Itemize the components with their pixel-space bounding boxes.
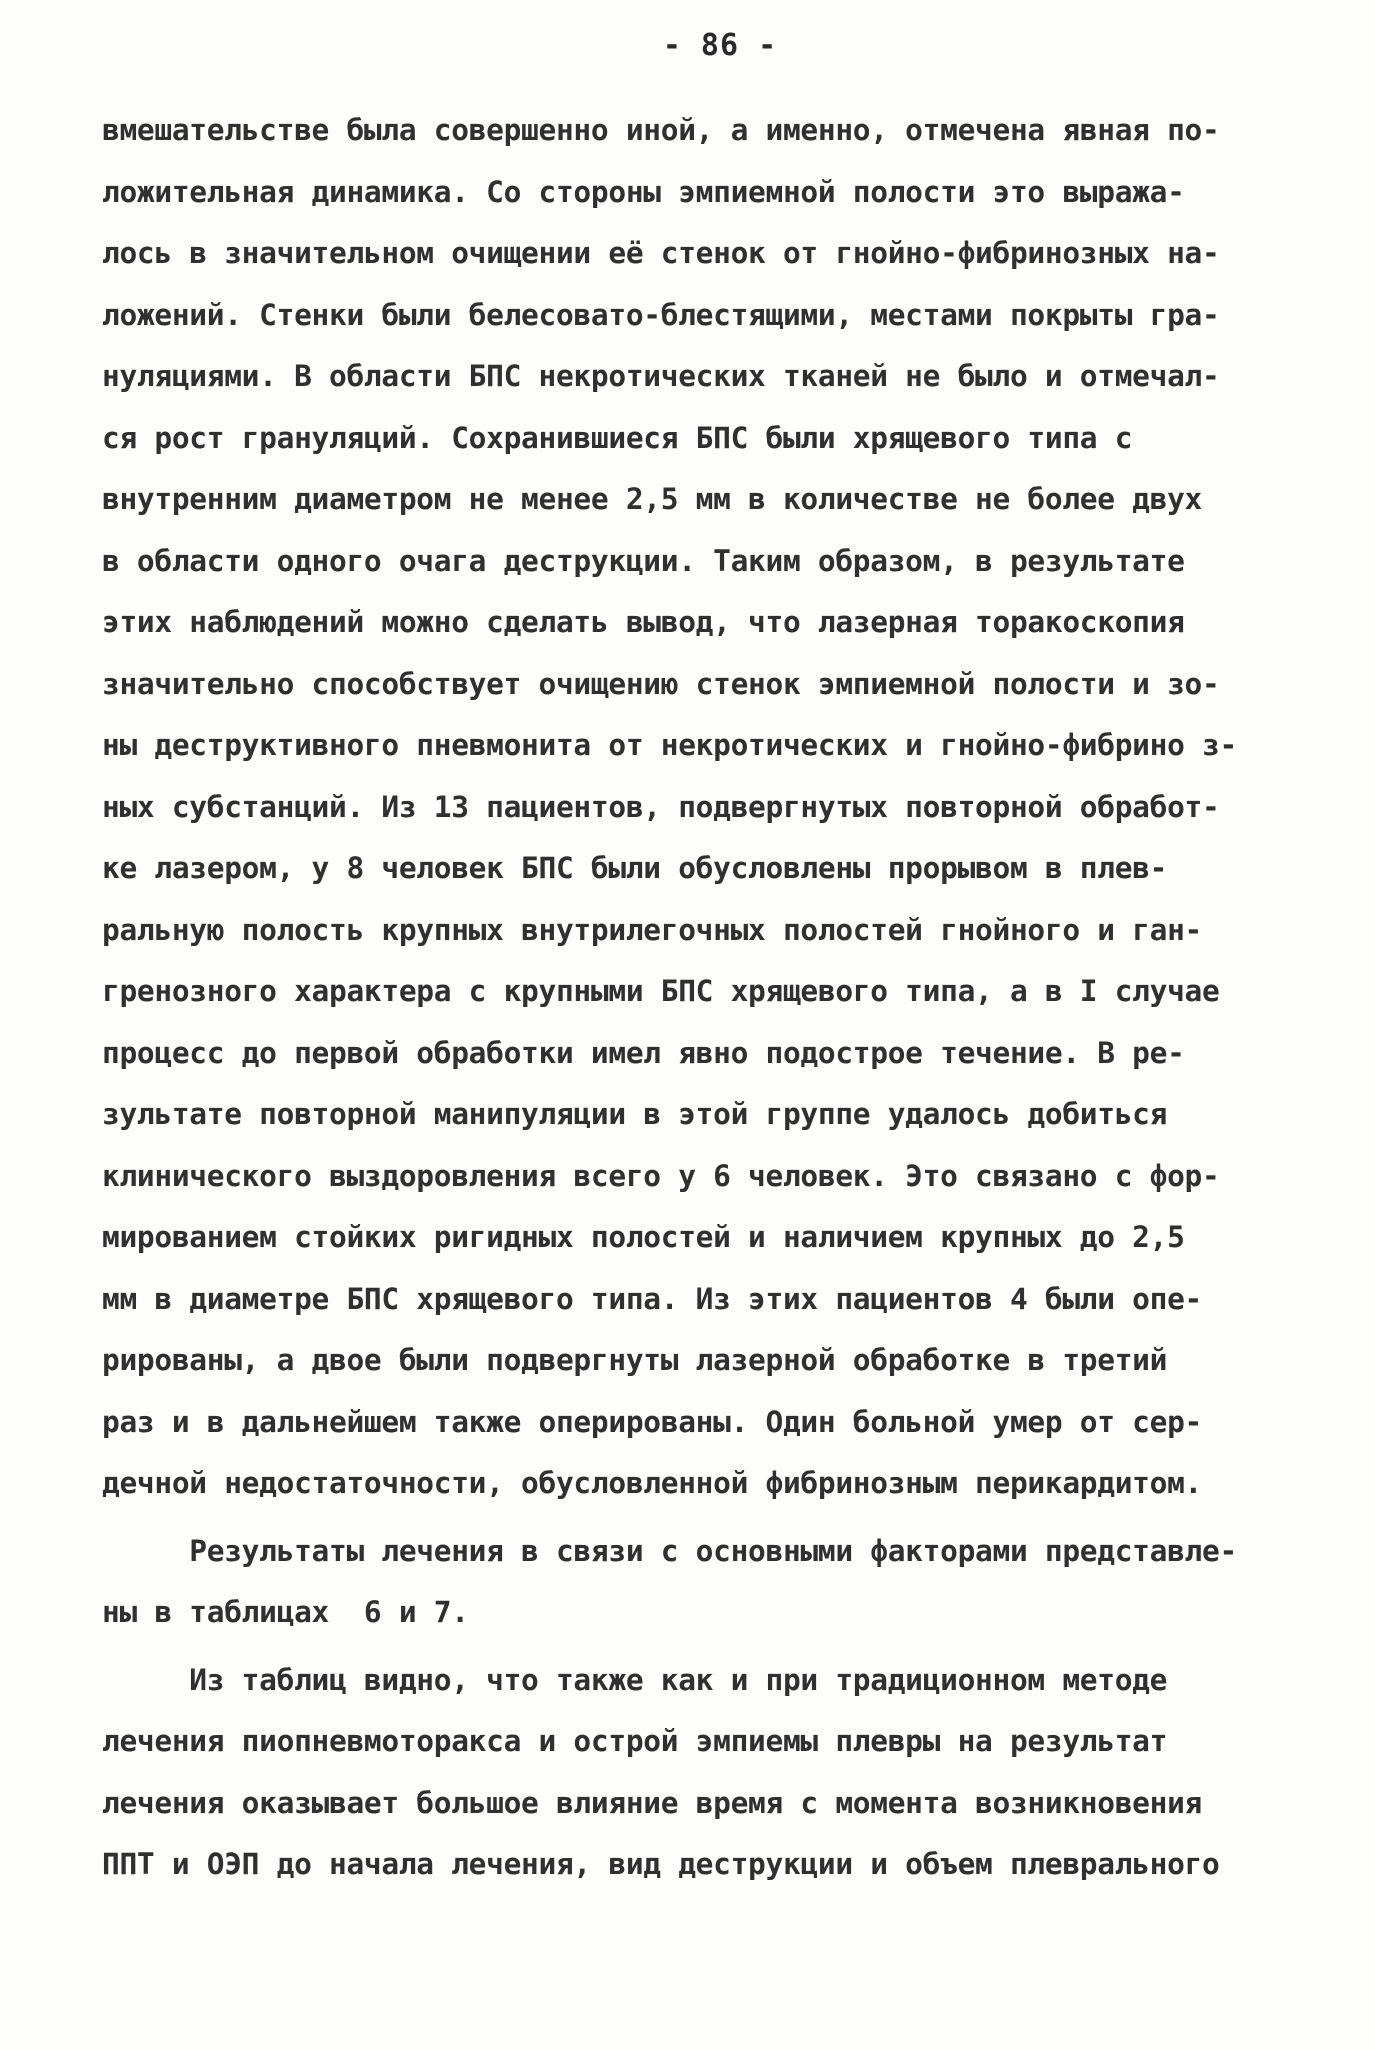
- text-line: внутренним диаметром не менее 2,5 мм в количестве не более двух: [102, 482, 1203, 516]
- text-line: мм в диаметре БПС хрящевого типа. Из этих пациентов 4 были опе-: [102, 1281, 1203, 1316]
- text-line: раз и в дальнейшем также оперированы. Один больной умер от сер-: [102, 1404, 1203, 1439]
- text-line: лось в значительном очищении её стенок от гнойно-фибринозных на-: [102, 236, 1220, 270]
- text-line: ся рост грануляций. Сохранившиеся БПС были хрящевого типа с: [102, 420, 1133, 455]
- text-line: лечения пиопневмоторакса и острой эмпиемы плевры на результат: [102, 1724, 1168, 1758]
- text-line: вмешательстве была совершенно иной, а именно, отмечена явная по-: [102, 113, 1220, 147]
- page-number: - 86 -: [662, 28, 778, 63]
- text-line: мированием стойких ригидных полостей и наличием крупных до 2,5: [102, 1220, 1185, 1254]
- text-line: ны в таблицах 6 и 7.: [102, 1595, 469, 1629]
- text-line: дечной недостаточности, обусловленной фибринозным перикардитом.: [102, 1466, 1203, 1500]
- text-line: ральную полость крупных внутрилегочных полостей гнойного и ган-: [102, 912, 1203, 947]
- text-line: в области одного очага деструкции. Таким образом, в результате: [102, 543, 1185, 578]
- text-line: ППТ и ОЭП до начала лечения, вид деструкции и объем плеврального: [102, 1847, 1220, 1881]
- text-line: клинического выздоровления всего у 6 человек. Это связано с фор-: [102, 1158, 1220, 1193]
- text-line: гренозного характера с крупными БПС хрящевого типа, а в I случае: [102, 974, 1220, 1008]
- body-text: [102, 100, 1282, 1896]
- text-line: Из таблиц видно, что также как и при традиционном методе: [102, 1662, 1168, 1697]
- text-line: ных субстанций. Из 13 пациентов, подвергнутых повторной обработ-: [102, 789, 1220, 824]
- text-line: этих наблюдений можно сделать вывод, что лазерная торакоскопия: [102, 605, 1185, 639]
- text-line: процесс до первой обработки имел явно подострое течение. В ре-: [102, 1035, 1185, 1070]
- text-line: лечения оказывает большое влияние время с момента возникновения: [102, 1785, 1203, 1820]
- text-line: ны деструктивного пневмонита от некротических и гнойно-фибрино з-: [102, 728, 1237, 762]
- text-line: значительно способствует очищению стенок эмпиемной полости и зо-: [102, 666, 1220, 701]
- text-line: ложительная динамика. Со стороны эмпиемной полости это выража-: [102, 174, 1185, 209]
- text-line: ложений. Стенки были белесовато-блестящими, местами покрыты гра-: [102, 297, 1220, 332]
- text-line: зультате повторной манипуляции в этой группе удалось добиться: [102, 1097, 1168, 1131]
- text-line: Результаты лечения в связи с основными факторами представле-: [102, 1533, 1237, 1568]
- text-line: рированы, а двое были подвергнуты лазерной обработке в третий: [102, 1343, 1168, 1377]
- text-line: нуляциями. В области БПС некротических тканей не было и отмечал-: [102, 359, 1220, 393]
- text-line: ке лазером, у 8 человек БПС были обусловлены прорывом в плев-: [102, 851, 1168, 885]
